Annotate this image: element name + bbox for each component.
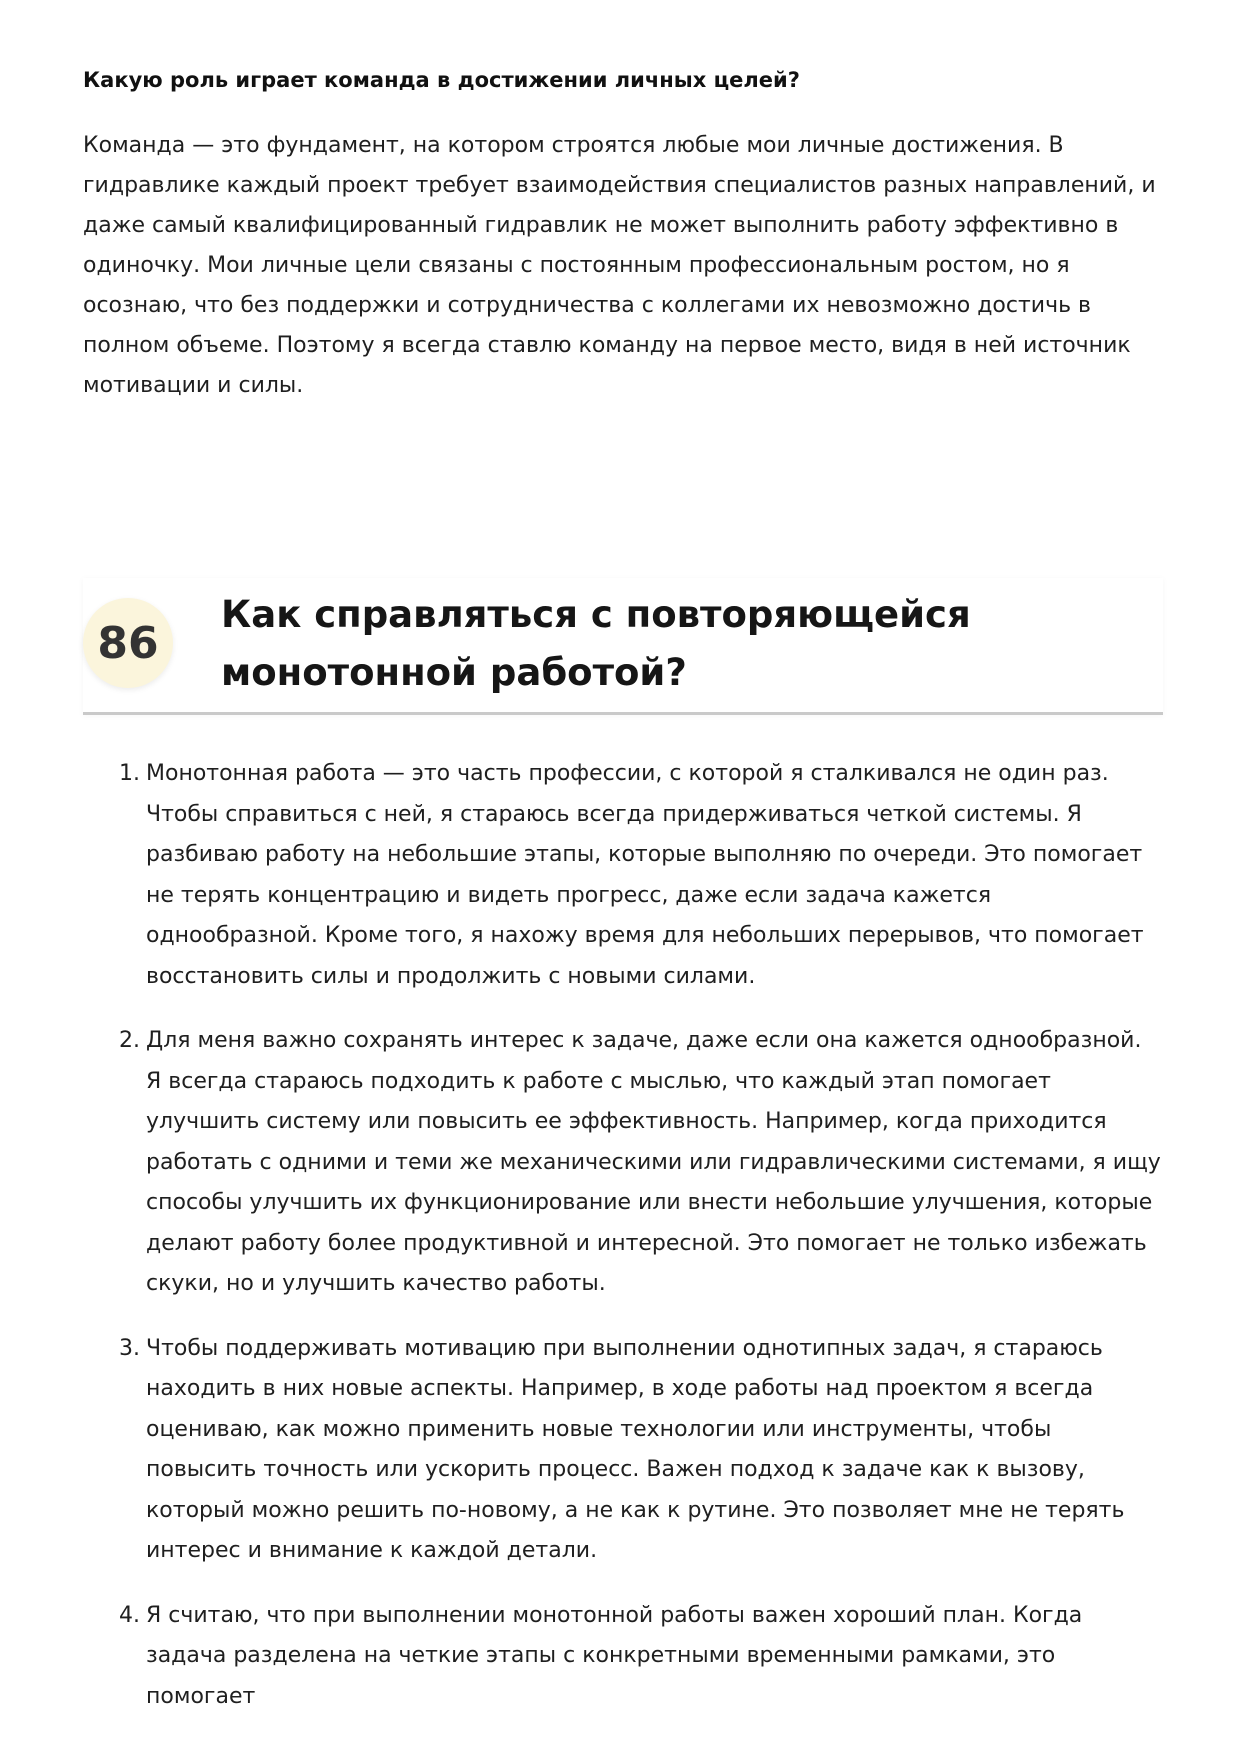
answer-item [83, 1596, 1163, 1718]
question-header [83, 578, 1163, 715]
answer-text: Чтобы поддерживать мотивацию при выполнении однотипных задач, я стараюсь находить в них новые аспекты. Например, в ходе работы над проектом я всегда оцениваю, как можно применить новые технологии или инструменты, чтобы повысить точность или ускорить процесс. Важен подход к задаче как к вызову, который можно решить по-новому, а не как к рутине. Это позволяет мне не терять интерес и внимание к каждой детали. [146, 1335, 1125, 1563]
answer-item [83, 1329, 1163, 1572]
answer-number: 3. [119, 1335, 140, 1361]
answer-text: Монотонная работа — это часть профессии, с которой я сталкивался не один раз. Чтобы справиться с ней, я стараюсь всегда придерживаться четкой системы. Я разбиваю работу на небольшие этапы, которые выполняю по очереди. Это помогает не терять концентрацию и видеть прогресс, даже если задача кажется однообразной. Кроме того, я нахожу время для небольших перерывов, что помогает восстановить силы и продолжить с новыми силами. [146, 761, 1144, 989]
answer-number: 1. [119, 761, 140, 786]
answer-number: 2. [119, 1028, 140, 1053]
answer-number: 4. [119, 1602, 140, 1628]
answer-item [83, 1021, 1163, 1305]
answer-list [83, 754, 1163, 1741]
answer-item [83, 754, 1163, 997]
previous-answer: Команда — это фундамент, на котором строятся любые мои личные достижения. В гидравлике каждый проект требует взаимодействия специалистов разных направлений, и даже самый квалифицированный гидравлик не может выполнить работу эффективно в одиночку. Мои личные цели связаны с постоянным профессиональным ростом, но я осознаю, что без поддержки и сотрудничества с коллегами их невозможно достичь в полном объеме. Поэтому я всегда ставлю команду на первое место, видя в ней источник мотивации и силы. [83, 133, 1156, 398]
answer-text: Я считаю, что при выполнении монотонной работы важен хороший план. Когда задача разделена на четкие этапы с конкретными временными рамками, это помогает [146, 1602, 1083, 1709]
answer-text: Для меня важно сохранять интерес к задаче, даже если она кажется однообразной. Я всегда стараюсь подходить к работе с мыслью, что каждый этап помогает улучшить систему или повысить ее эффективность. Например, когда приходится работать с одними и теми же механическими или гидравлическими системами, я ищу способы улучшить их функционирование или внести небольшие улучшения, которые делают работу более продуктивной и интересной. Это помогает не только избежать скуки, но и улучшить качество работы. [146, 1028, 1161, 1296]
question-number-badge: 86 [83, 598, 173, 688]
previous-question: Какую роль играет команда в достижении личных целей? [83, 68, 800, 92]
question-title: Как справляться с повторяющейся монотонной работой? [221, 593, 971, 694]
